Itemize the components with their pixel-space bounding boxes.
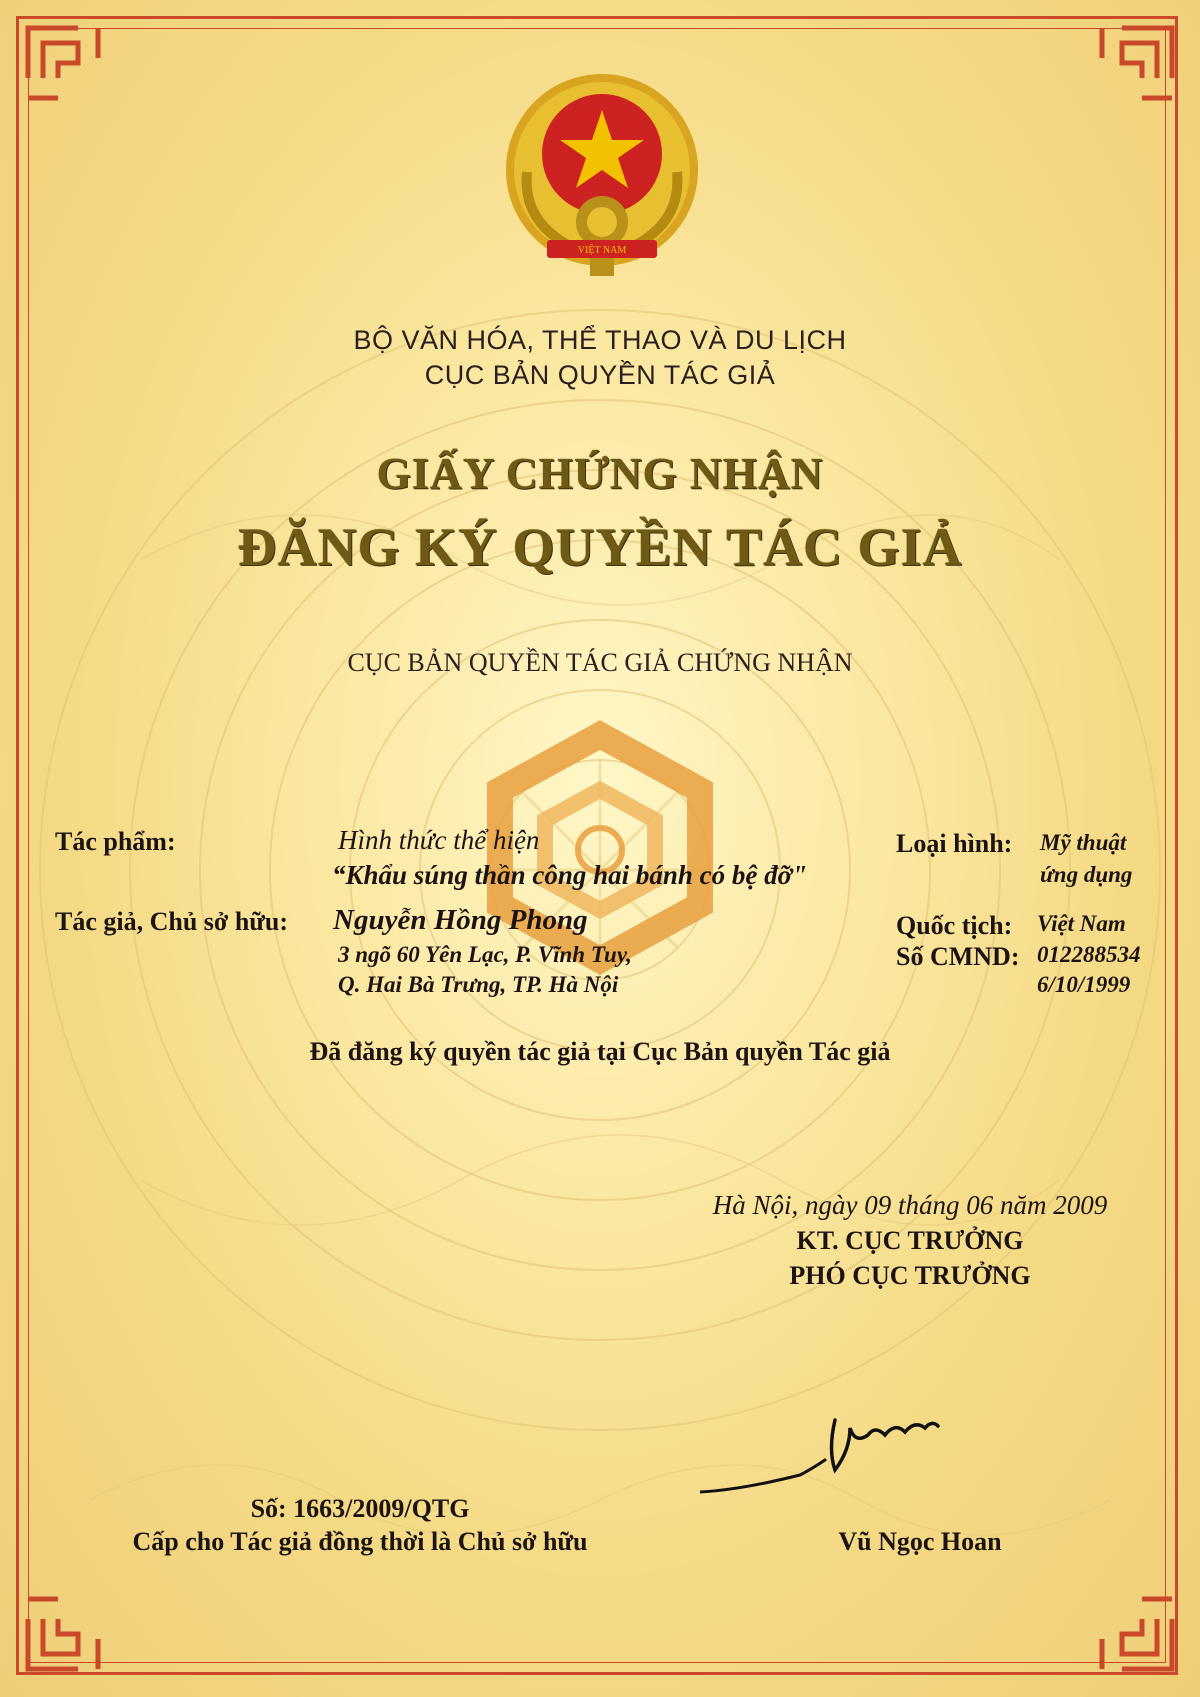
certificate-number: Số: 1663/2009/QTG	[250, 1494, 470, 1523]
corner-ornament-top-right-icon	[1062, 18, 1182, 138]
type-label: Loại hình:	[896, 829, 1013, 858]
signer-name: Vũ Ngọc Hoan	[838, 1527, 1002, 1556]
registered-statement: Đã đăng ký quyền tác giả tại Cục Bản quyền Tác giả	[309, 1037, 891, 1066]
corner-ornament-top-left-icon	[18, 18, 138, 138]
nationality-label: Quốc tịch:	[896, 911, 1013, 940]
address-line-2: Q. Hai Bà Trưng, TP. Hà Nội	[338, 972, 619, 997]
signer-role-line-1: KT. CỤC TRƯỞNG	[796, 1226, 1024, 1255]
title-line-1: GIẤY CHỨNG NHẬN	[376, 449, 824, 498]
id-number-label: Số CMND:	[896, 942, 1020, 971]
nationality-value: Việt Nam	[1037, 911, 1126, 936]
signer-role-line-2: PHÓ CỤC TRƯỞNG	[789, 1261, 1031, 1290]
title-line-2: ĐĂNG KÝ QUYỀN TÁC GIẢ	[237, 517, 963, 577]
author-label: Tác giả, Chủ sở hữu:	[55, 907, 288, 936]
department-name: CỤC BẢN QUYỀN TÁC GIẢ	[424, 360, 776, 390]
work-title: “Khẩu súng thần công hai bánh có bệ đỡ"	[332, 860, 808, 890]
address-line-1: 3 ngõ 60 Yên Lạc, P. Vĩnh Tuy,	[338, 942, 632, 967]
handwritten-signature	[700, 1380, 1000, 1500]
place-and-date: Hà Nội, ngày 09 tháng 06 năm 2009	[712, 1190, 1108, 1220]
type-value-line-2: ứng dụng	[1040, 862, 1133, 887]
id-number-value: 012288534	[1037, 942, 1141, 967]
emblem-banner-text: VIỆT NAM	[577, 245, 627, 256]
work-label: Tác phẩm:	[55, 827, 176, 856]
id-issue-date: 6/10/1999	[1037, 972, 1131, 997]
issued-to: Cấp cho Tác giả đồng thời là Chủ sở hữu	[132, 1527, 588, 1556]
type-value-line-1: Mỹ thuật	[1040, 830, 1127, 855]
certification-statement: CỤC BẢN QUYỀN TÁC GIẢ CHỨNG NHẬN	[347, 648, 853, 677]
corner-ornament-bottom-right-icon	[1062, 1559, 1182, 1679]
work-form: Hình thức thể hiện	[338, 825, 540, 855]
author-name: Nguyễn Hồng Phong	[333, 904, 588, 936]
national-emblem-icon	[492, 72, 712, 284]
corner-ornament-bottom-left-icon	[18, 1559, 138, 1679]
ministry-name: BỘ VĂN HÓA, THỂ THAO VÀ DU LỊCH	[353, 325, 847, 355]
